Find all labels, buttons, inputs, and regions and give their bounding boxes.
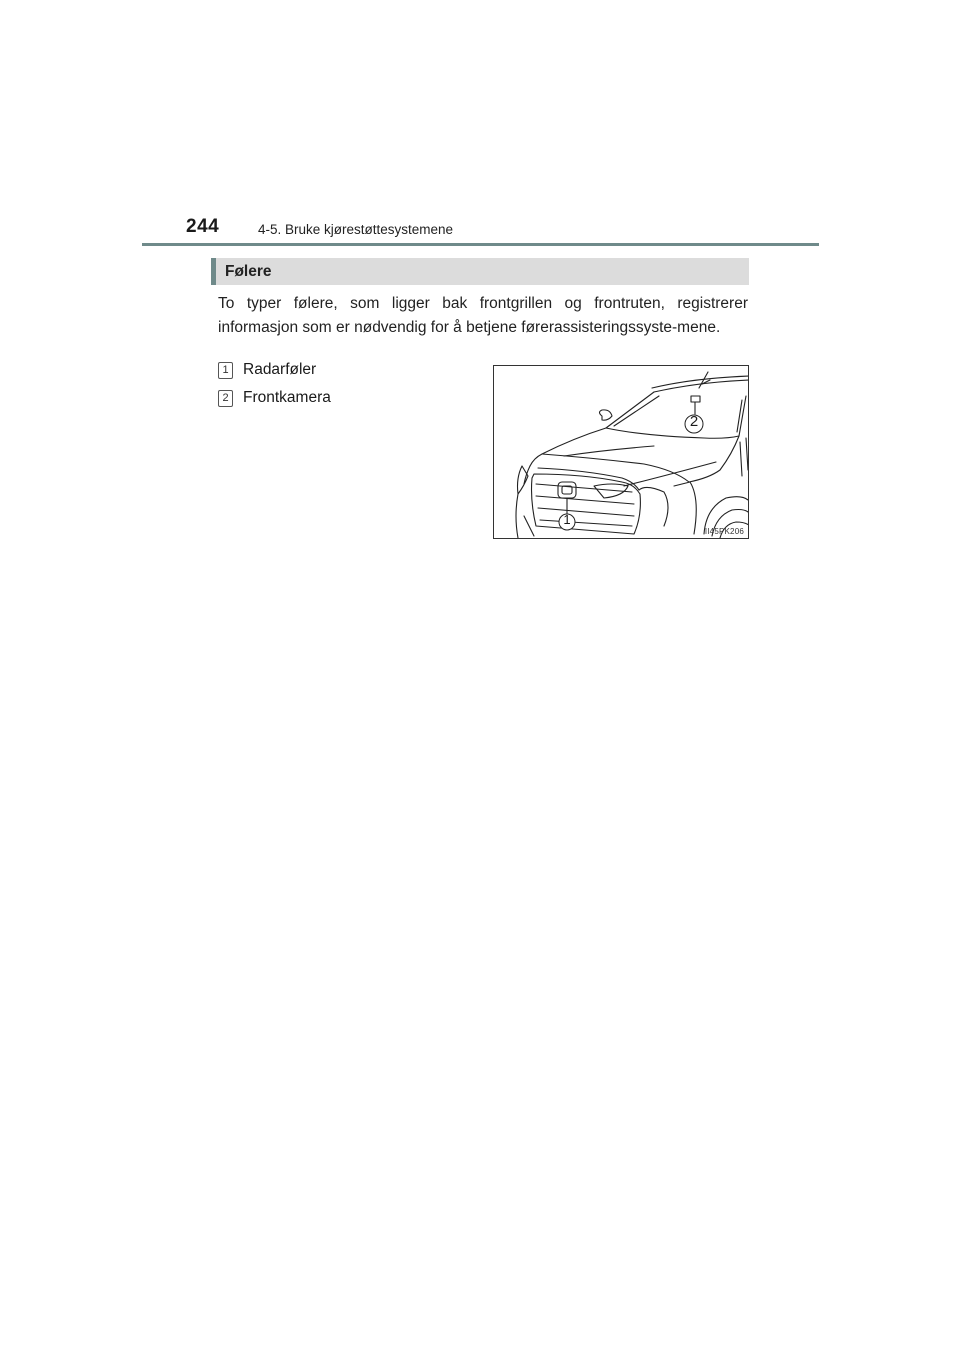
- list-item: [218, 361, 316, 379]
- callout-2-label: 2: [689, 413, 699, 430]
- section-body-text: To typer følere, som ligger bak frontgrillen og frontruten, registrerer informasjon som er nødvendig for å betjene førerassisteringssyste-mene.: [218, 295, 748, 336]
- truck-front-drawing: [494, 366, 749, 539]
- section-accent: [211, 258, 216, 285]
- callout-1-label: 1: [563, 512, 571, 527]
- item-number-badge: 1: [218, 362, 233, 379]
- page-number: 244: [186, 216, 220, 237]
- vehicle-sensor-illustration: [493, 365, 749, 539]
- section-heading-bar: [211, 258, 749, 285]
- list-item: [218, 389, 331, 407]
- chapter-title: 4-5. Bruke kjørestøttesystemene: [258, 222, 454, 237]
- header-divider: [142, 243, 819, 246]
- item-number-badge: 2: [218, 390, 233, 407]
- figure-code: II45PK206: [704, 527, 744, 536]
- section-title: Følere: [225, 263, 272, 280]
- item-label: Radarføler: [243, 361, 317, 378]
- item-label: Frontkamera: [243, 389, 331, 406]
